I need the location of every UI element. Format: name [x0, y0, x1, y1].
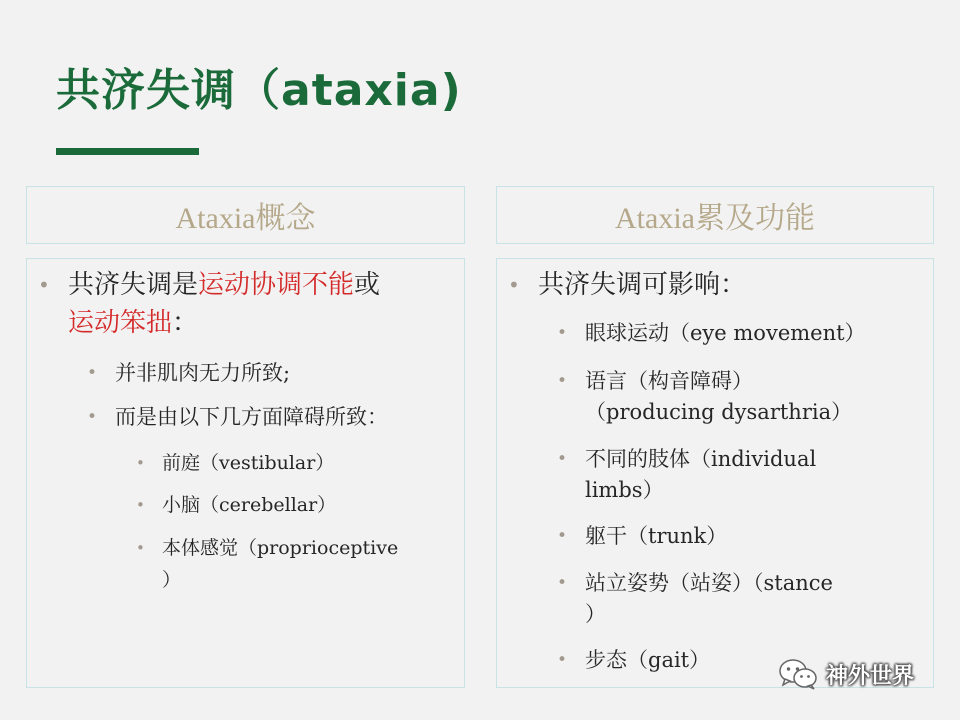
left-sub-bullet-1 — [87, 358, 460, 389]
bullet-dot-icon: • — [557, 323, 568, 343]
left-sub-text-2: 而是由以下几方面障碍所致： — [115, 405, 388, 429]
bullet-dot-icon: • — [136, 539, 145, 557]
bullet-dot-icon: • — [557, 650, 568, 670]
right-sub-bullet-1 — [557, 318, 930, 349]
bullet-dot-icon: • — [557, 371, 568, 391]
right-intro-text: 共济失调可影响： — [538, 270, 747, 300]
left-main-text-pre: 共济失调是 — [68, 270, 199, 300]
bullet-dot-icon: • — [508, 273, 520, 297]
left-column-header: Ataxia概念 — [26, 186, 465, 244]
left-subsub-text-2: 小脑（cerebellar） — [162, 494, 337, 516]
bullet-dot-icon: • — [557, 449, 568, 469]
slide-title: 共济失调（ataxia) — [56, 65, 462, 116]
bullet-dot-icon: • — [557, 573, 568, 593]
right-sub-bullet-4 — [557, 521, 930, 552]
bullet-dot-icon: • — [38, 273, 50, 297]
left-main-text-red2: 运动笨拙 — [68, 308, 173, 338]
wechat-icon — [778, 657, 818, 691]
right-main-bullet — [508, 266, 930, 304]
right-column-header: Ataxia累及功能 — [496, 186, 934, 244]
left-main-bullet — [38, 266, 460, 342]
left-subsub-bullet-1 — [136, 447, 460, 479]
left-main-text-post: ： — [172, 308, 199, 338]
left-main-text-red1: 运动协调不能 — [198, 270, 355, 300]
bullet-dot-icon: • — [136, 454, 145, 472]
right-sub-text-5a: 站立姿势（站姿）（stance — [585, 571, 833, 595]
bullet-dot-icon: • — [87, 407, 98, 427]
left-sub-bullet-2 — [87, 402, 460, 433]
left-subsub-bullet-3 — [136, 532, 460, 596]
right-sub-text-3a: 不同的肢体（individual — [585, 447, 817, 471]
bullet-dot-icon: • — [87, 363, 98, 383]
right-sub-text-6: 步态（gait） — [585, 648, 711, 672]
right-sub-text-2b: （producing dysarthria） — [585, 400, 853, 424]
watermark — [778, 652, 914, 696]
left-subsub-bullet-2 — [136, 489, 460, 521]
right-sub-bullet-5 — [557, 568, 930, 630]
title-underline — [56, 148, 199, 155]
bullet-dot-icon: • — [136, 496, 145, 514]
bullet-dot-icon: • — [557, 526, 568, 546]
left-main-text-mid: 或 — [354, 270, 381, 300]
right-sub-bullet-2 — [557, 366, 930, 428]
right-sub-text-3b: limbs） — [585, 478, 664, 502]
watermark-text: 神外世界 — [826, 663, 915, 689]
right-sub-text-4: 躯干（trunk） — [585, 524, 728, 548]
right-sub-bullet-3 — [557, 444, 930, 506]
left-subsub-text-3: 本体感觉（proprioceptive — [162, 537, 399, 559]
left-subsub-text-3b: ） — [162, 569, 182, 591]
right-sub-text-2a: 语言（构音障碍） — [585, 369, 753, 393]
left-sub-text-1: 并非肌肉无力所致; — [115, 361, 291, 385]
right-sub-text-1: 眼球运动（eye movement） — [585, 321, 866, 345]
right-sub-text-5b: ） — [585, 602, 606, 626]
left-subsub-text-1: 前庭（vestibular） — [162, 452, 335, 474]
